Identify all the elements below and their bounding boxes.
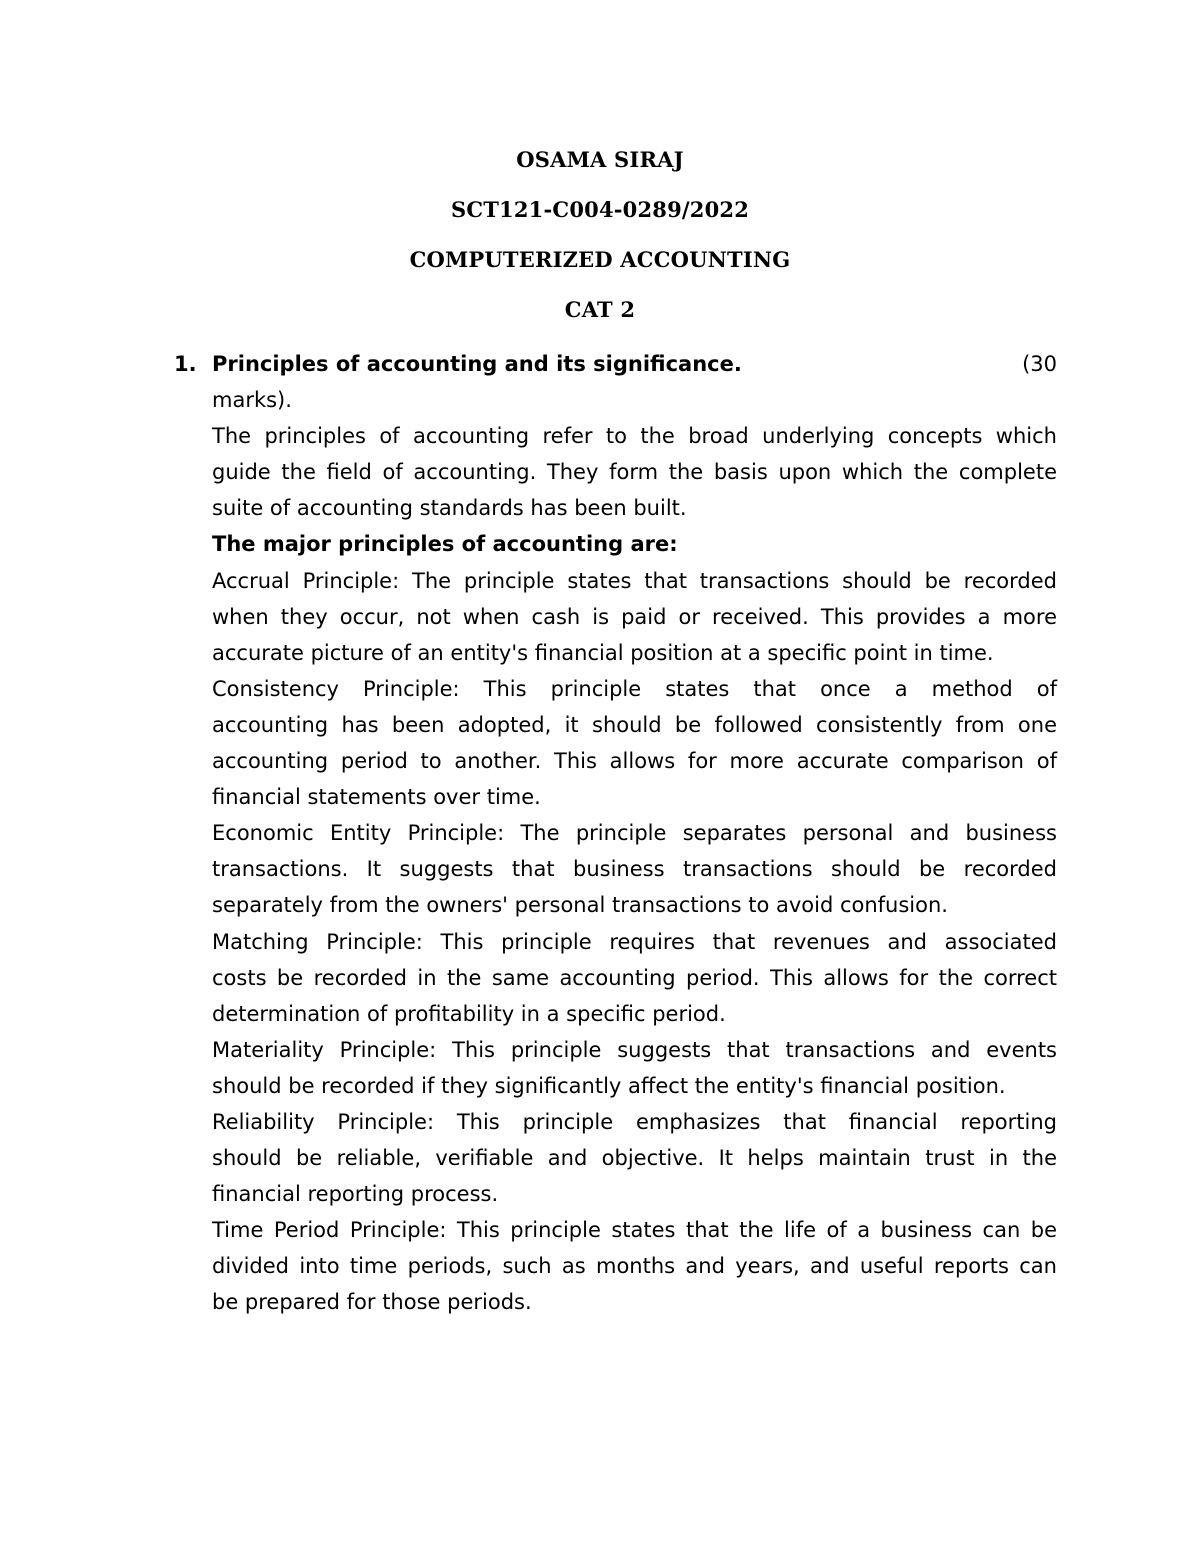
principle-accrual xyxy=(212,563,1057,671)
paragraph-line: The principles of accounting refer to the broad underlying concepts which xyxy=(212,424,1057,449)
intro-paragraph xyxy=(212,418,1057,526)
paragraph-line: Consistency Principle: This principle states that once a method of xyxy=(212,676,1057,701)
student-name: OSAMA SIRAJ xyxy=(516,147,684,172)
document-body xyxy=(174,346,1057,1321)
paragraph-line: accounting has been adopted, it should be followed consistently from one xyxy=(212,712,1057,737)
registration-number: SCT121-C004-0289/2022 xyxy=(450,197,750,222)
question-heading xyxy=(174,346,1057,382)
major-principles-heading: The major principles of accounting are: xyxy=(212,532,678,557)
paragraph-line: Economic Entity Principle: The principle separates personal and business xyxy=(212,821,1057,846)
principle-time-period xyxy=(212,1212,1057,1320)
principle-economic-entity xyxy=(212,815,1057,923)
paragraph-line: Time Period Principle: This principle states that the life of a business can be xyxy=(212,1218,1057,1243)
paragraph-line: suite of accounting standards has been built. xyxy=(212,496,687,521)
paragraph-line: Matching Principle: This principle requires that revenues and associated xyxy=(212,929,1057,954)
paragraph-line: Reliability Principle: This principle emphasizes that financial reporting xyxy=(212,1109,1057,1134)
question-number: 1. xyxy=(174,352,197,376)
paragraph-line: when they occur, not when cash is paid or received. This provides a more xyxy=(212,604,1057,629)
paragraph-line: Materiality Principle: This principle suggests that transactions and events xyxy=(212,1037,1057,1062)
paragraph-line: accounting period to another. This allows for more accurate comparison of xyxy=(212,749,1057,774)
paragraph-line: financial statements over time. xyxy=(212,785,541,810)
course-title: COMPUTERIZED ACCOUNTING xyxy=(409,247,791,272)
principle-materiality xyxy=(212,1032,1057,1104)
paragraph-line: should be recorded if they significantly affect the entity's financial position. xyxy=(212,1073,1006,1098)
paragraph-line: determination of profitability in a specific period. xyxy=(212,1001,726,1026)
principle-reliability xyxy=(212,1104,1057,1212)
paragraph-line: be prepared for those periods. xyxy=(212,1290,532,1315)
paragraph-line: Accrual Principle: The principle states that transactions should be recorded xyxy=(212,568,1057,593)
question-marks-open: (30 xyxy=(1022,352,1057,376)
principle-matching xyxy=(212,924,1057,1032)
paragraph-line: separately from the owners' personal transactions to avoid confusion. xyxy=(212,893,948,918)
paragraph-line: transactions. It suggests that business transactions should be recorded xyxy=(212,857,1057,882)
paragraph-line: costs be recorded in the same accounting period. This allows for the correct xyxy=(212,965,1057,990)
paragraph-line: divided into time periods, such as months and years, and useful reports can xyxy=(212,1254,1057,1279)
paragraph-line: guide the field of accounting. They form the basis upon which the complete xyxy=(212,460,1057,485)
assessment-title: CAT 2 xyxy=(564,297,636,322)
question-marks-close: marks). xyxy=(212,388,292,413)
paragraph-line: financial reporting process. xyxy=(212,1182,499,1207)
principle-consistency xyxy=(212,671,1057,815)
question-title: Principles of accounting and its significance. xyxy=(212,352,742,376)
paragraph-line: accurate picture of an entity's financial position at a specific point in time. xyxy=(212,640,994,665)
paragraph-line: should be reliable, verifiable and objective. It helps maintain trust in the xyxy=(212,1146,1057,1171)
